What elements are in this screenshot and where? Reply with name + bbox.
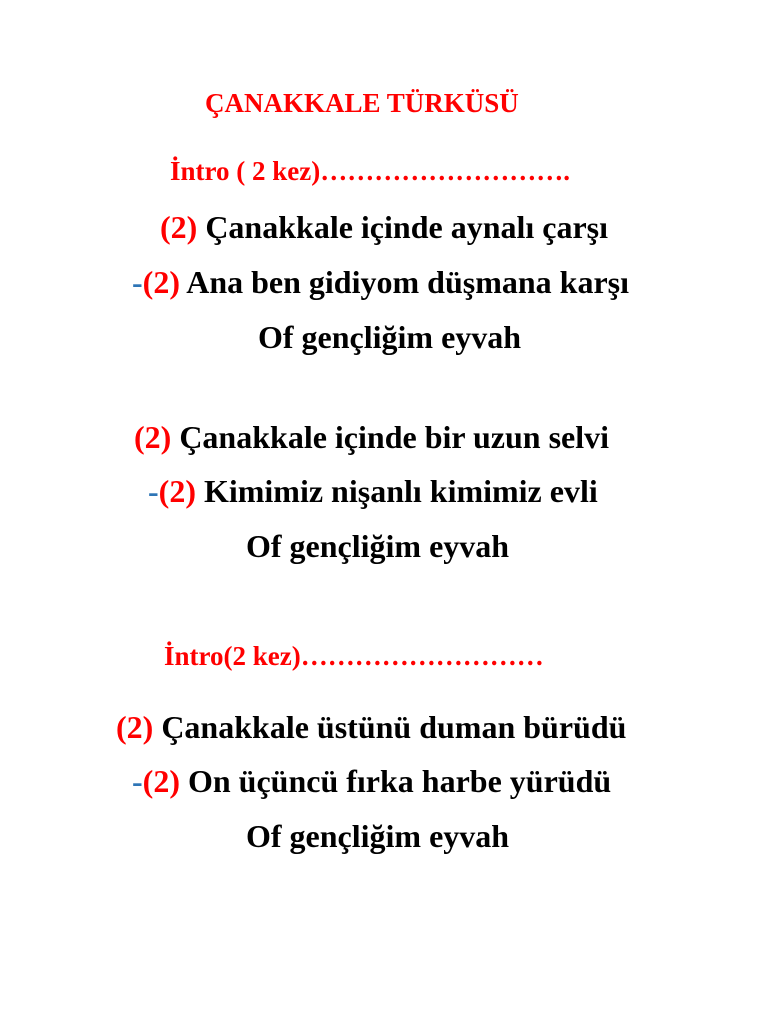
repeat-marker: (2)	[116, 709, 154, 745]
dash-marker: -	[148, 473, 159, 509]
lyric-line-1-1	[160, 211, 608, 243]
lyric-line-2-2	[148, 475, 598, 507]
lyric-line-2-1	[134, 421, 609, 453]
dash-marker: -	[132, 763, 143, 799]
lyric-text: On üçüncü fırka harbe yürüdü	[179, 763, 612, 799]
repeat-marker: (2)	[142, 763, 180, 799]
dash-marker: -	[132, 264, 143, 300]
repeat-marker: (2)	[134, 419, 172, 455]
lyric-text: Of gençliğim eyvah	[246, 818, 510, 854]
lyric-text: Çanakkale içinde bir uzun selvi	[171, 419, 610, 455]
lyric-line-3-1	[116, 711, 626, 743]
lyric-line-3-2	[132, 765, 611, 797]
repeat-marker: (2)	[142, 264, 180, 300]
lyric-line-1-2	[132, 266, 629, 298]
intro-instruction-2: İntro(2 kez)………………………	[164, 641, 544, 671]
lyric-text: Of gençliğim eyvah	[246, 528, 510, 564]
repeat-marker: (2)	[158, 473, 196, 509]
lyric-line-1-3	[258, 321, 521, 353]
lyric-text: Of gençliğim eyvah	[258, 319, 522, 355]
lyric-text: Çanakkale içinde aynalı çarşı	[197, 209, 609, 245]
intro-instruction-1: İntro ( 2 kez)……………………….	[170, 156, 570, 186]
song-title: ÇANAKKALE TÜRKÜSÜ	[205, 88, 519, 118]
lyric-line-2-3	[246, 530, 509, 562]
lyric-text: Kimimiz nişanlı kimimiz evli	[195, 473, 598, 509]
repeat-marker: (2)	[160, 209, 198, 245]
lyric-text: Çanakkale üstünü duman bürüdü	[153, 709, 627, 745]
lyric-line-3-3	[246, 820, 509, 852]
lyric-text: Ana ben gidiyom düşmana karşı	[179, 264, 629, 300]
